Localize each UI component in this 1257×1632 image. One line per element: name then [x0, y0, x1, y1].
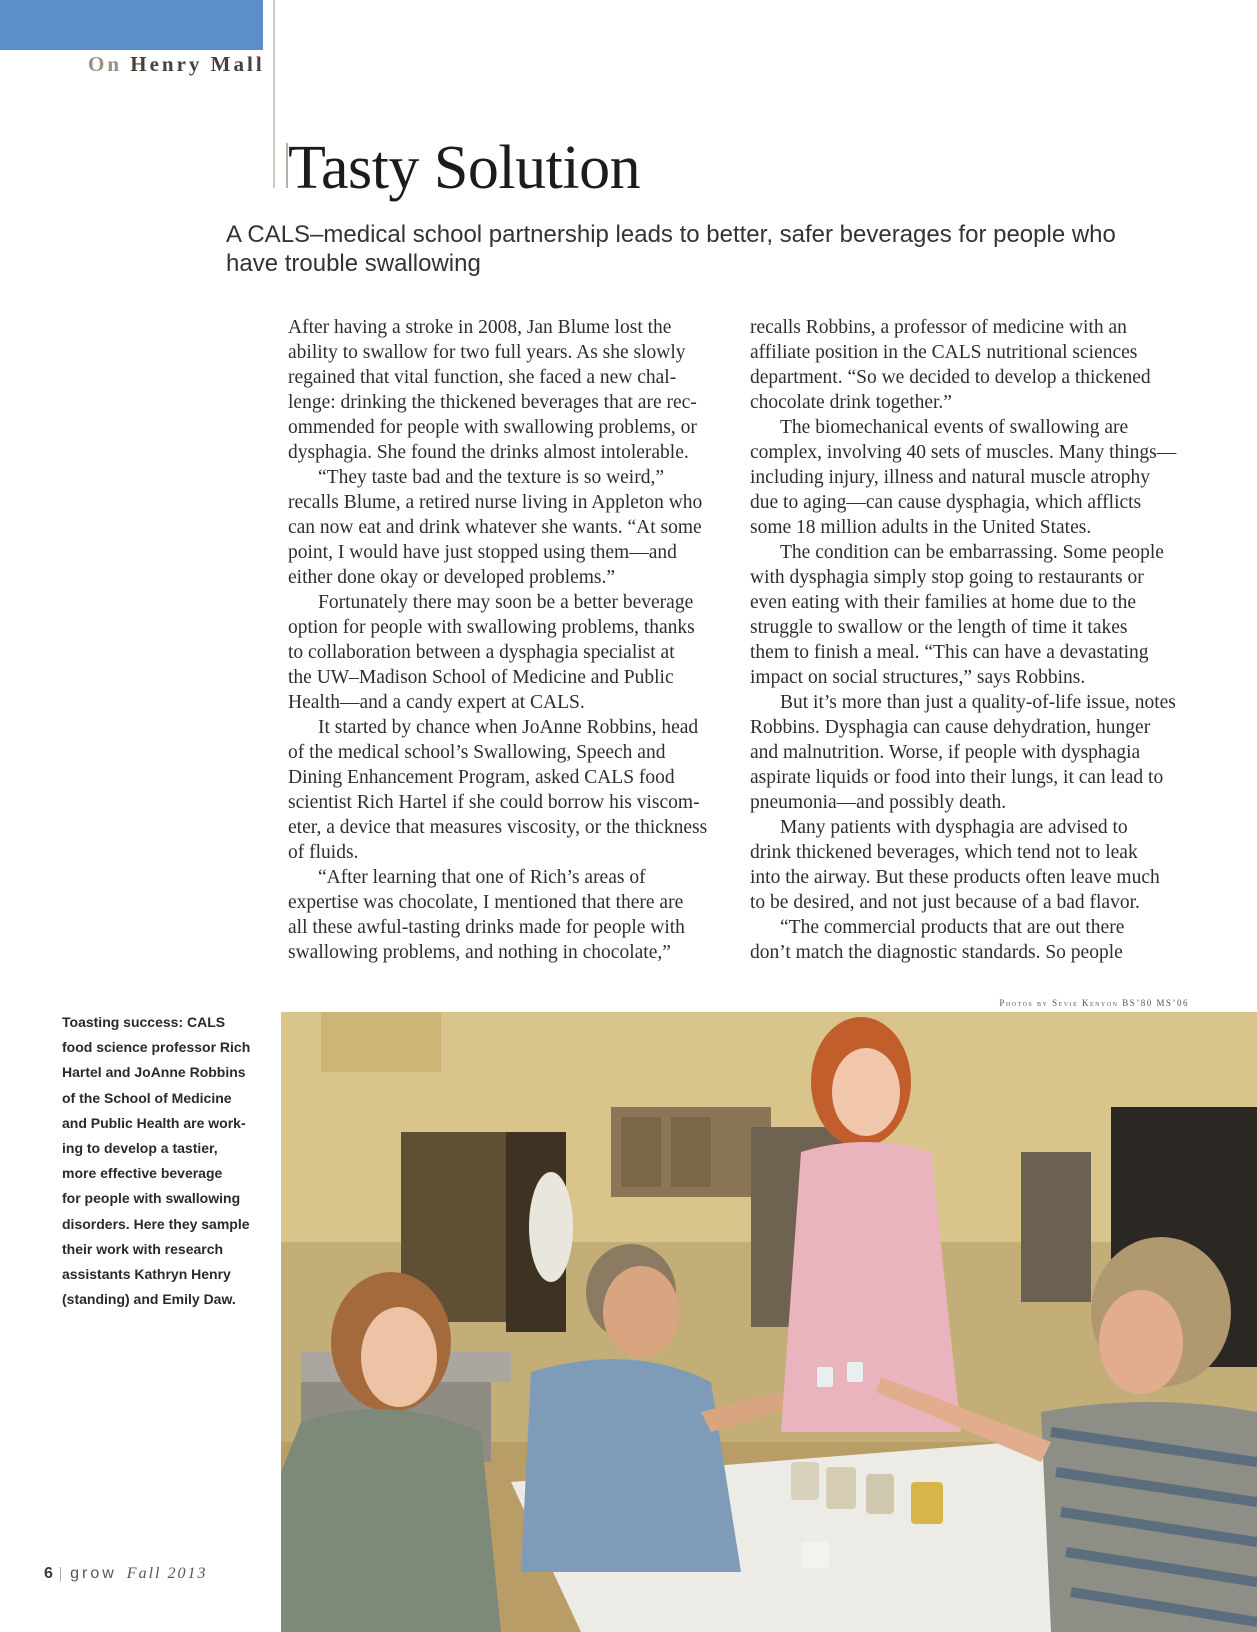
header-divider — [273, 0, 275, 188]
article-deck: A CALS–medical school partnership leads to better, safer beverages for people who have trouble swallowing — [226, 221, 1116, 277]
accent-bar — [0, 0, 263, 50]
page-number: 6 — [44, 1565, 53, 1582]
section-prefix: On — [88, 52, 123, 76]
magazine-name: grow — [70, 1565, 117, 1582]
lab-photo — [281, 1012, 1257, 1632]
footer-divider: | — [58, 1565, 63, 1582]
issue-date: Fall 2013 — [126, 1565, 208, 1582]
paragraph: It started by chance when JoAnne Robbins, head of the medical school’s Swallowing, Speech and Dining Enhancement Program, asked CALS food scientist Rich Hartel if she could borrow his viscom- eter, a device that measures viscosity, or the thickness of fluids. — [288, 717, 708, 863]
paragraph: The condition can be embarrassing. Some people with dysphagia simply stop going to restaurants or even eating with their families at home due to the struggle to swallow or the length of time it takes them to finish a meal. “This can have a devastating impact on social structures,” says Robbins. — [750, 542, 1164, 688]
section-name: Henry Mall — [130, 52, 265, 76]
paragraph: Fortunately there may soon be a better beverage option for people with swallowing problems, thanks to collaboration between a dysphagia specialist at the UW–Madison School of Medicine and Public Health—and a candy expert at CALS. — [288, 592, 695, 713]
article-title: Tasty Solution — [288, 134, 641, 202]
paragraph: Many patients with dysphagia are advised to drink thickened beverages, which tend not to leak into the airway. But these products often leave much to be desired, and not just because of a bad flavor. — [750, 817, 1160, 913]
photo-credit: Photos by Sevie Kenyon BS’80 MS’06 — [999, 998, 1189, 1008]
paragraph: After having a stroke in 2008, Jan Blume lost the ability to swallow for two full years. As she slowly regained that vital function, she faced a new chal- lenge: drinking the thickened beverages that are rec- ommended for people with swallowing problems, or dysphagia. She found the drinks almost intolerable. — [288, 317, 697, 463]
paragraph: The biomechanical events of swallowing are complex, involving 40 sets of muscles. Many things— including injury, illness and natural muscle atrophy due to aging—can cause dysphagia, which afflicts some 18 million adults in the United States. — [750, 417, 1177, 538]
body-column-1 — [288, 315, 724, 965]
paragraph: “They taste bad and the texture is so weird,” recalls Blume, a retired nurse living in Appleton who can now eat and drink whatever she wants. “At some point, I would have just stopped using them—and either done okay or developed problems.” — [288, 467, 703, 588]
photo-caption: Toasting success: CALS food science professor Rich Hartel and JoAnne Robbins of the School of Medicine and Public Health are work- ing to develop a tastier, more effective beverage for people with swallowing disorders. Here they sample their work with research assistants Kathryn Henry (standing) and Emily Daw. — [62, 1014, 251, 1308]
paragraph: But it’s more than just a quality-of-life issue, notes Robbins. Dysphagia can cause dehydration, hunger and malnutrition. Worse, if people with dysphagia aspirate liquids or food into their lungs, it can lead to pneumonia—and possibly death. — [750, 692, 1176, 813]
section-label — [88, 52, 265, 77]
page-footer — [44, 1565, 207, 1583]
body-column-2 — [750, 315, 1200, 965]
paragraph: “After learning that one of Rich’s areas of expertise was chocolate, I mentioned that there are all these awful-tasting drinks made for people with swallowing problems, and nothing in chocolate,” — [288, 867, 685, 963]
paragraph: recalls Robbins, a professor of medicine with an affiliate position in the CALS nutritional sciences department. “So we decided to develop a thickened chocolate drink together.” — [750, 317, 1151, 413]
paragraph: “The commercial products that are out there don’t match the diagnostic standards. So people — [750, 917, 1125, 963]
